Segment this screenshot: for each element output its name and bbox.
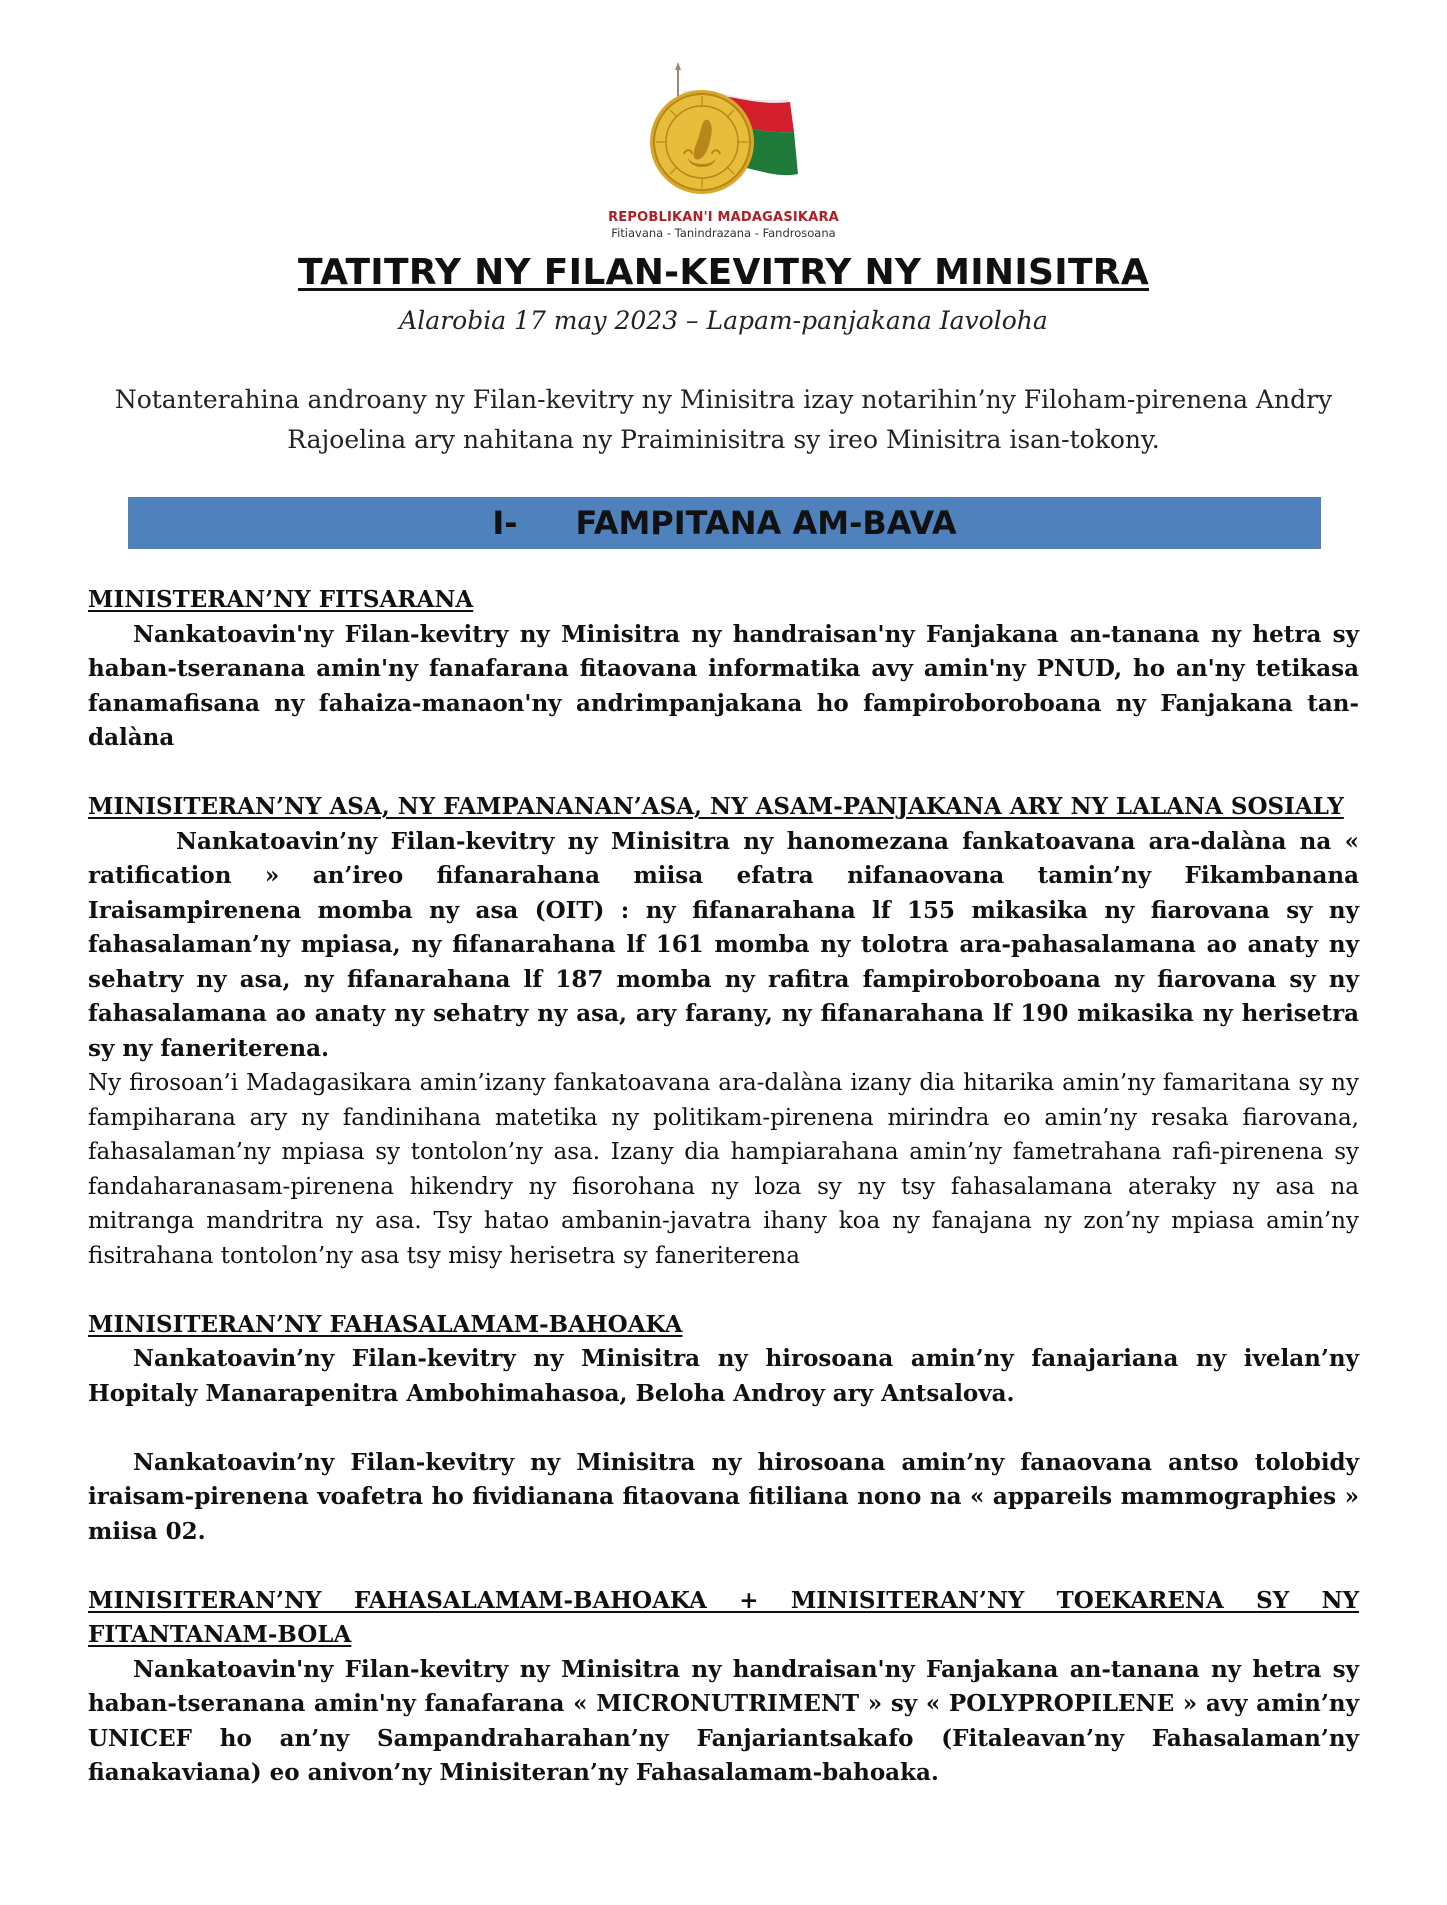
page-title: TATITRY NY FILAN-KEVITRY NY MINISITRA — [298, 252, 1149, 293]
intro-paragraph: Notanterahina androany ny Filan-kevitry ny Minisitra izay notarihin’ny Filoham-pirenena Andry Rajoelina ary nahitana ny Praiminisitra sy ireo Minisitra isan-tokony. — [114, 385, 1333, 454]
ministry-heading: MINISTERAN’NY FITSARANA — [88, 586, 474, 613]
ministry-heading: MINISITERAN’NY FAHASALAMAM-BAHOAKA + MINISITERAN’NY TOEKARENA SY NY FITANTANAM-BOLA — [88, 1586, 1359, 1648]
decision-paragraph: Nankatoavin’ny Filan-kevitry ny Minisitra ny hanomezana fankatoavana ara-dalàna na « ratification » an’ireo fifanarahana miisa efatra nifanaovana tamin’ny Fikambanana Iraisampirenena momba ny asa (OIT) : ny fifanarahana lf 155 mikasika ny fiarovana sy ny fahasalaman’ny mpiasa, ny fifanarahana lf 161 momba ny tolotra ara-pahasalamana ao anaty ny sehatry ny asa, ny fifanarahana lf 187 momba ny rafitra fampiroboroboana ny fiarovana sy ny fahasalamana ao anaty ny sehatry ny asa, ary farany, ny fifanarahana lf 190 mikasika ny herisetra sy ny faneriterena. — [88, 827, 1359, 1062]
section-title: FAMPITANA AM-BAVA — [575, 504, 957, 542]
document-body — [88, 583, 1359, 1791]
ministry-heading: MINISITERAN’NY FAHASALAMAM-BAHOAKA — [88, 1310, 683, 1338]
decision-paragraph: Nankatoavin'ny Filan-kevitry ny Minisitra ny handraisan'ny Fanjakana an-tanana ny hetra sy haban-tseranana amin'ny fanafarana fitaovana informatika avy amin'ny PNUD, ho an'ny tetikasa fanamafisana ny fahaiza-manaon'ny andrimpanjakana ho fampiroboroboana ny Fanjakana tan-dalàna — [88, 620, 1359, 751]
decision-paragraph: Nankatoavin’ny Filan-kevitry ny Minisitra ny hirosoana amin’ny fanajariana ny ivelan’ny Hopitaly Manarapenitra Ambohimahasoa, Beloha Androy ary Antsalova. — [88, 1345, 1359, 1407]
republic-seal-flag-icon — [628, 62, 818, 207]
section-number: I- — [492, 504, 518, 542]
logo-motto: Fitiavana - Tanindrazana - Fandrosoana — [611, 226, 836, 240]
explanation-paragraph: Ny firosoan’i Madagasikara amin’izany fankatoavana ara-dalàna izany dia hitarika amin’ny famaritana sy ny fampiharana ary ny fandinihana matetika ny politikam-pirenena mirindra eo amin’ny resaka fiarovana, fahasalaman’ny mpiasa sy tontolon’ny asa. Izany dia hampiarahana amin’ny fametrahana rafi-pirenena sy fandaharanasam-pirenena hikendry ny fisorohana ny loza sy ny tsy fahasalamana ateraky ny asa na mitranga mandritra ny asa. Tsy hatao ambanin-javatra ihany koa ny fanajana ny zon’ny mpiasa amin’ny fisitrahana tontolon’ny asa tsy misy herisetra sy faneriterena — [88, 1070, 1359, 1269]
ministry-heading: MINISITERAN’NY ASA, NY FAMPANANAN’ASA, NY ASAM-PANJAKANA ARY NY LALANA SOSIALY — [88, 793, 1344, 820]
logo-name: REPOBLIKAN'I MADAGASIKARA — [608, 210, 839, 225]
page-subtitle: Alarobia 17 may 2023 – Lapam-panjakana Iavoloha — [399, 306, 1048, 335]
header-logo — [0, 62, 1447, 242]
decision-paragraph: Nankatoavin’ny Filan-kevitry ny Minisitra ny hirosoana amin’ny fanaovana antso tolobidy iraisam-pirenena voafetra ho fividianana fitaovana fitiliana nono na « appareils mammographies » miisa 02. — [88, 1448, 1359, 1545]
decision-paragraph: Nankatoavin'ny Filan-kevitry ny Minisitra ny handraisan'ny Fanjakana an-tanana ny hetra sy haban-tseranana amin'ny fanafarana « MICRONUTRIMENT » sy « POLYPROPILENE » avy amin’ny UNICEF ho an’ny Sampandraharahan’ny Fanjariantsakafo (Fitaleavan’ny Fahasalaman’ny fianakaviana) eo anivon’ny Minisiteran’ny Fahasalamam-bahoaka. — [88, 1655, 1359, 1786]
section-banner — [128, 497, 1321, 549]
